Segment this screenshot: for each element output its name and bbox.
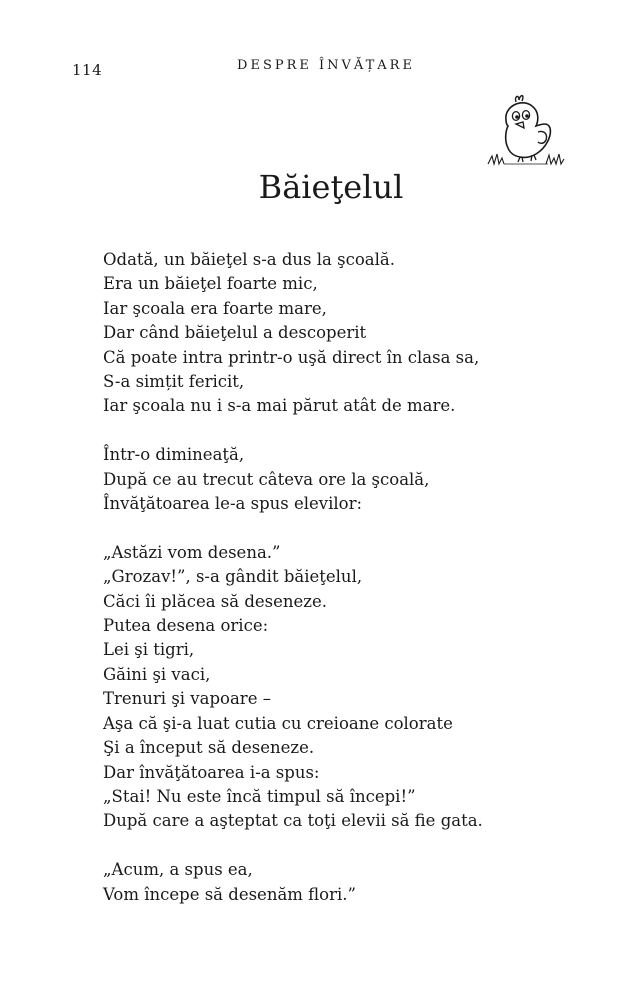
poem-line: „Astăzi vom desena.” — [103, 542, 281, 562]
poem-line: „Stai! Nu este încă timpul să începi!” — [103, 786, 416, 806]
chick-icon — [486, 88, 566, 168]
stanza — [103, 858, 573, 907]
poem-line: Lei şi tigri, — [103, 640, 195, 660]
poem-line: „Grozav!”, s-a gândit băieţelul, — [103, 567, 363, 587]
poem-line: „Acum, a spus ea, — [103, 860, 253, 880]
poem-line: Găini şi vaci, — [103, 664, 211, 684]
poem-line: Căci îi plăcea să deseneze. — [103, 591, 327, 611]
poem-line: După ce au trecut câteva ore la şcoală, — [103, 469, 430, 489]
poem-line: Era un băieţel foarte mic, — [103, 274, 318, 294]
poem-line: Trenuri şi vapoare – — [103, 689, 271, 709]
poem-line: Învăţătoarea le-a spus elevilor: — [103, 494, 363, 514]
poem-body — [103, 248, 573, 931]
stanza — [103, 541, 573, 834]
poem-line: Vom începe să desenăm flori.” — [103, 884, 356, 904]
poem-line: După care a aşteptat ca toţi elevii să fie gata. — [103, 811, 483, 831]
stanza — [103, 443, 573, 516]
poem-line: Şi a început să deseneze. — [103, 738, 315, 758]
poem-line: S-a simțit fericit, — [103, 372, 245, 392]
running-head: DESPRE ÎNVĂȚARE — [237, 58, 415, 73]
poem-line: Putea desena orice: — [103, 616, 269, 636]
page-number: 114 — [72, 61, 103, 79]
poem-line: Odată, un băieţel s-a dus la şcoală. — [103, 250, 395, 269]
poem-line: Dar învăţătoarea i-a spus: — [103, 762, 320, 782]
poem-line: Că poate intra printr-o uşă direct în clasa sa, — [103, 347, 480, 367]
poem-line: Iar şcoala era foarte mare, — [103, 298, 327, 318]
poem-line: Aşa că şi-a luat cutia cu creioane colorate — [103, 713, 453, 733]
poem-line: Într-o dimineaţă, — [103, 445, 245, 465]
poem-line: Dar când băieţelul a descoperit — [103, 323, 367, 343]
poem-line: Iar şcoala nu i s-a mai părut atât de mare. — [103, 396, 456, 416]
stanza — [103, 248, 573, 419]
poem-title: Băieţelul — [258, 168, 404, 206]
